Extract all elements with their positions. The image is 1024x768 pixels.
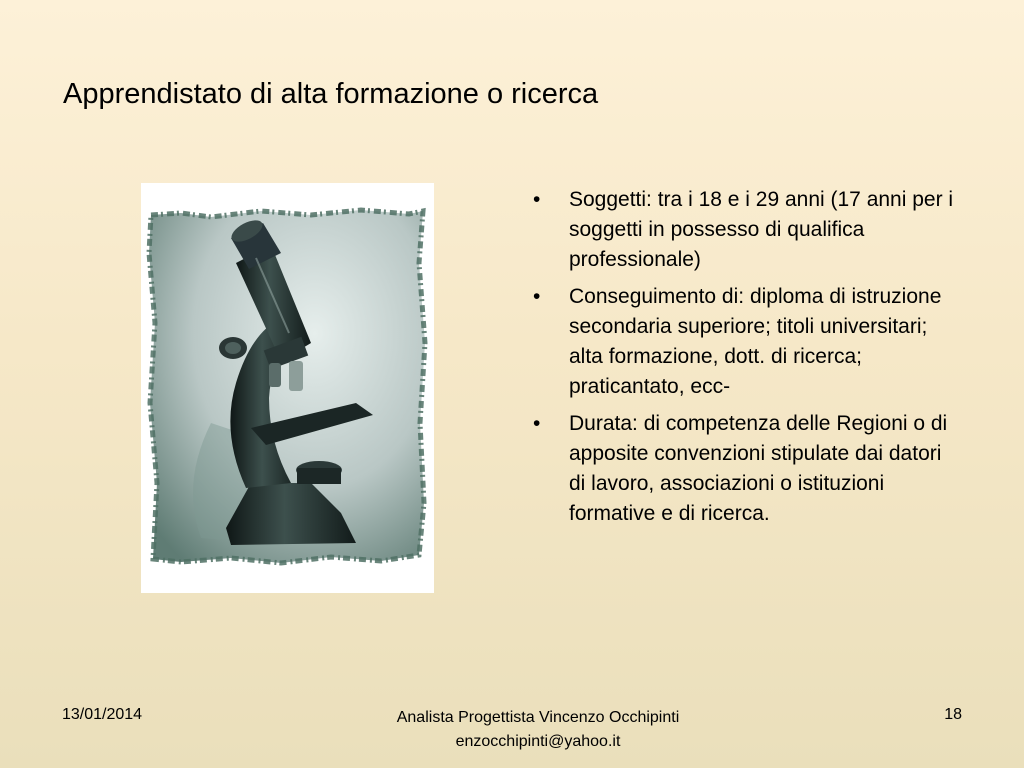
- bullet-marker: •: [533, 188, 541, 211]
- bullet-text-conseguimento: Conseguimento di: diploma di istruzione secondaria superiore; titoli universitari; alta formazione, dott. di ricerca; praticantato, ecc-: [569, 285, 942, 398]
- bullet-item: [533, 282, 963, 402]
- page-number: 18: [944, 706, 962, 723]
- footer-author-email: enzocchipinti@yahoo.it: [455, 733, 621, 750]
- bullet-list: [533, 185, 963, 536]
- footer-author-name: Analista Progettista Vincenzo Occhipinti: [396, 709, 680, 726]
- slide-title: Apprendistato di alta formazione o ricerca: [63, 78, 599, 110]
- bullet-text-durata: Durata: di competenza delle Regioni o di apposite convenzioni stipulate dai datori di lavoro, associazioni o istituzioni formative e di ricerca.: [569, 412, 948, 525]
- bullet-text-soggetti: Soggetti: tra i 18 e i 29 anni (17 anni per i soggetti in possesso di qualifica professionale): [569, 188, 954, 271]
- bullet-marker: •: [533, 285, 541, 308]
- footer-date: 13/01/2014: [62, 706, 143, 723]
- bullet-item: [533, 185, 963, 275]
- microscope-photo: [141, 183, 434, 593]
- bullet-marker: •: [533, 412, 541, 435]
- objective-lens: [289, 361, 303, 391]
- microscope-illustration: [141, 183, 434, 593]
- bullet-item: [533, 409, 963, 529]
- footer-author: [330, 706, 746, 754]
